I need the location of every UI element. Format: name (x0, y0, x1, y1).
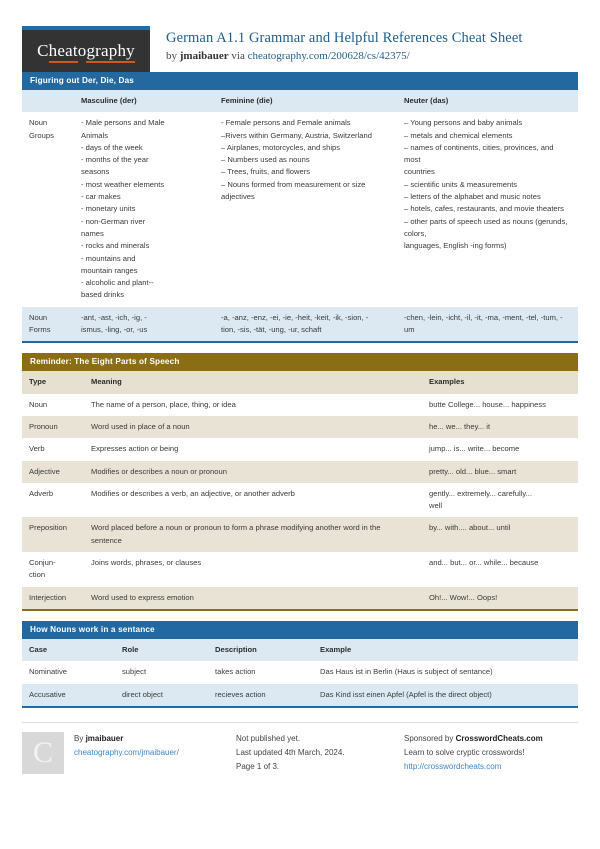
cell-line: - days of the week (81, 142, 143, 152)
col-masculine: Masculine (der) (81, 96, 137, 105)
cell-line: - Female persons and Female animals (221, 118, 351, 128)
table-row (22, 552, 578, 587)
col-meaning: Meaning (91, 377, 122, 387)
footer-sponsor-prefix: Sponsored by (404, 733, 456, 743)
cell-example: Das Kind isst einen Apfel (Apfel is the direct object) (320, 689, 492, 699)
footer-sponsor-link-row (404, 760, 543, 774)
cell-type (22, 587, 84, 609)
cell-line: – names of continents, cities, provinces, and most (404, 142, 554, 165)
cell-line: -ant, -ast, -ich, -ig, - (81, 312, 147, 322)
cell-line: The name of a person, place, thing, or idea (91, 399, 236, 409)
cell-line: - Male persons and Male (81, 118, 165, 128)
cell-line: jump... is... write... become (429, 444, 520, 454)
cell-examples (422, 461, 578, 483)
cell-line: Word used in place of a noun (91, 421, 190, 431)
footer-by-line (74, 732, 179, 746)
table-row (22, 461, 578, 483)
cell-neuter (397, 112, 578, 306)
cell-type (22, 394, 84, 416)
section-figuring-out-der-die-das (22, 72, 578, 343)
footer-author-name: jmaibauer (85, 733, 124, 743)
byline-via: via (228, 49, 248, 62)
cell-feminine (214, 307, 397, 342)
cell-masculine (74, 112, 214, 306)
cell-line: - car makes (81, 192, 121, 202)
footer-publish-column (236, 722, 404, 774)
row-label-line: Forms (29, 325, 51, 335)
col-neuter: Neuter (das) (404, 96, 449, 105)
section1-heading: Figuring out Der, Die, Das (22, 72, 578, 90)
cell-line: - most weather elements (81, 179, 165, 189)
cell-line: - alcoholic and plant-- (81, 278, 154, 288)
row-label-line: Noun (29, 312, 48, 322)
cell-type (22, 416, 84, 438)
cell-type (22, 461, 84, 483)
cell-meaning (84, 552, 422, 587)
cell-meaning (84, 587, 422, 609)
cell-line: butte College... house... happiness (429, 399, 546, 409)
avatar (22, 732, 64, 774)
cell-line: Pronoun (29, 421, 58, 431)
cell-line: Interjection (29, 592, 67, 602)
title-block (150, 26, 523, 62)
col-case: Case (29, 644, 48, 654)
cell-examples (422, 416, 578, 438)
footer-sponsor-line (404, 732, 543, 746)
footer-by-label: By (74, 733, 86, 743)
table-row (22, 394, 578, 416)
logo-text: Cheatography (37, 41, 135, 61)
cell-examples (422, 483, 578, 518)
table-row (22, 416, 578, 438)
section-how-nouns-work (22, 621, 578, 708)
table-header-row (22, 371, 578, 393)
table-row (22, 517, 578, 552)
cell-line: Adjective (29, 466, 60, 476)
cell-line: languages, English -ing forms) (404, 241, 507, 251)
page-title: German A1.1 Grammar and Helpful References Cheat Sheet (166, 30, 523, 46)
cell-case: Nominative (29, 667, 67, 677)
footer-page-number: Page 1 of 3. (236, 761, 280, 771)
cell-line: Word placed before a noun or pronoun to form a phrase modifying another word in the (91, 523, 381, 533)
avatar-letter: C (32, 735, 53, 769)
cell-meaning (84, 517, 422, 552)
col-feminine: Feminine (die) (221, 96, 273, 105)
cell-line: based drinks (81, 290, 125, 300)
cell-line: Joins words, phrases, or clauses (91, 558, 202, 568)
cell-line: – scientific units & measurements (404, 179, 518, 189)
byline-source-link[interactable]: cheatography.com/200628/cs/42375/ (247, 49, 410, 62)
cell-line: – other parts of speech used as nouns (gerunds, colors, (404, 216, 568, 238)
cell-line: – Young persons and baby animals (404, 118, 523, 128)
cell-examples (422, 394, 578, 416)
cell-line: Expresses action or being (91, 444, 179, 454)
footer-sponsor-meta (404, 732, 543, 774)
cell-meaning (84, 394, 422, 416)
cell-role: direct object (122, 689, 163, 699)
row-label (22, 307, 74, 342)
cell-description: recieves action (215, 689, 266, 699)
cell-type (22, 552, 84, 587)
cell-line: - rocks and minerals (81, 241, 150, 251)
cell-line: Conjun- (29, 558, 56, 568)
cell-line: – Airplanes, motorcycles, and ships (221, 142, 341, 152)
section3-body (22, 639, 578, 708)
section1-body (22, 90, 578, 343)
cell-feminine (214, 112, 397, 306)
footer-sponsor-link[interactable]: http://crosswordcheats.com (404, 761, 502, 771)
table-row (22, 112, 578, 306)
section3-table (22, 639, 578, 706)
col-description: Description (215, 644, 257, 654)
section2-table (22, 371, 578, 609)
cell-line: Word used to express emotion (91, 592, 194, 602)
cell-line: mountain ranges (81, 265, 138, 275)
cell-line: -chen, -lein, -icht, -il, -it, -ma, -ment, -tel, -tum, -um (404, 312, 563, 335)
cell-line: tion, -sis, -tät, -ung, -ur, schaft (221, 325, 322, 335)
row-label-line: Noun (29, 118, 48, 128)
cell-line: Preposition (29, 523, 67, 533)
cell-line: – Trees, fruits, and flowers (221, 167, 311, 177)
cell-line: – metals and chemical elements (404, 130, 513, 140)
cell-examples (422, 438, 578, 460)
cell-line: Modifies or describes a noun or pronoun (91, 466, 227, 476)
cell-line: Animals (81, 130, 109, 140)
cell-line: - months of the year (81, 155, 149, 165)
cell-line: ismus, -ling, -or, -us (81, 325, 148, 335)
col-blank (22, 90, 74, 112)
cell-type (22, 483, 84, 518)
cell-meaning (84, 483, 422, 518)
section-eight-parts-of-speech (22, 353, 578, 611)
table-row (22, 483, 578, 518)
cell-line: names (81, 228, 104, 238)
cell-line: he... we... they... it (429, 421, 491, 431)
byline-author: jmaibauer (179, 49, 229, 62)
cell-line: by... with.... about... until (429, 523, 511, 533)
footer-publish-meta (236, 732, 345, 774)
cell-line: Adverb (29, 488, 54, 498)
table-row (22, 438, 578, 460)
section2-heading: Reminder: The Eight Parts of Speech (22, 353, 578, 371)
cell-meaning (84, 416, 422, 438)
footer-author-column (22, 722, 236, 774)
page-footer (22, 722, 578, 774)
row-label (22, 112, 74, 306)
footer-sponsor-tagline: Learn to solve cryptic crosswords! (404, 747, 525, 757)
cell-line: pretty... old... blue... smart (429, 466, 517, 476)
cell-line: seasons (81, 167, 110, 177)
cell-examples (422, 517, 578, 552)
cell-line: –Rivers within Germany, Austria, Switzerland (221, 130, 372, 140)
col-role: Role (122, 644, 139, 654)
table-row (22, 684, 578, 706)
cheatography-logo[interactable] (22, 26, 150, 72)
col-example: Example (320, 644, 352, 654)
footer-published-status: Not published yet. (236, 733, 301, 743)
cell-line: -a, -anz, -enz, -ei, -ie, -heit, -keit, -ik, -sion, - (221, 312, 369, 322)
col-type: Type (29, 377, 47, 387)
cell-masculine (74, 307, 214, 342)
cell-line: Modifies or describes a verb, an adjective, or another adverb (91, 488, 295, 498)
cell-examples (422, 587, 578, 609)
cell-line: Verb (29, 444, 45, 454)
footer-author-meta (74, 732, 179, 774)
table-header-row (22, 90, 578, 112)
byline (166, 50, 523, 62)
row-label-line: Groups (29, 130, 54, 140)
cell-meaning (84, 438, 422, 460)
footer-last-updated: Last updated 4th March, 2024. (236, 747, 345, 757)
section3-heading: How Nouns work in a sentance (22, 621, 578, 639)
byline-prefix: by (166, 49, 180, 62)
cell-line: – Nouns formed from measurement or size (221, 179, 366, 189)
footer-author-link-row (74, 746, 179, 760)
cell-line: countries (404, 167, 435, 177)
table-header-row (22, 639, 578, 661)
cell-type (22, 438, 84, 460)
cell-line: adjectives (221, 192, 255, 202)
cell-line: - non-German river (81, 216, 146, 226)
cell-line: – hotels, cafes, restaurants, and movie theaters (404, 204, 564, 214)
cell-line: Noun (29, 399, 48, 409)
cell-line: - monetary units (81, 204, 136, 214)
cell-line: gently... extremely... carefully... (429, 488, 532, 498)
cell-meaning (84, 461, 422, 483)
cell-line: – letters of the alphabet and music notes (404, 192, 541, 202)
cell-description: takes action (215, 667, 256, 677)
footer-author-link[interactable]: cheatography.com/jmaibauer/ (74, 747, 179, 757)
cell-type (22, 517, 84, 552)
table-row (22, 307, 578, 342)
footer-sponsor-name: CrosswordCheats.com (455, 733, 543, 743)
cell-line: - mountains and (81, 253, 136, 263)
table-row (22, 587, 578, 609)
cell-line: ction (29, 570, 46, 580)
cell-case: Accusative (29, 689, 66, 699)
table-row (22, 661, 578, 683)
cell-line: – Numbers used as nouns (221, 155, 310, 165)
footer-sponsor-column (404, 722, 578, 774)
section2-body (22, 371, 578, 611)
cell-line: and... but... or... while... because (429, 558, 539, 568)
cell-role: subject (122, 667, 147, 677)
cell-line: Oh!... Wow!... Oops! (429, 592, 498, 602)
cell-neuter (397, 307, 578, 342)
cell-examples (422, 552, 578, 587)
cell-line: sentence (91, 535, 122, 545)
section1-table (22, 90, 578, 341)
page-header (22, 0, 578, 62)
cell-line: well (429, 501, 443, 511)
col-examples: Examples (429, 377, 465, 387)
cell-example: Das Haus ist in Berlin (Haus is subject of sentance) (320, 667, 493, 677)
